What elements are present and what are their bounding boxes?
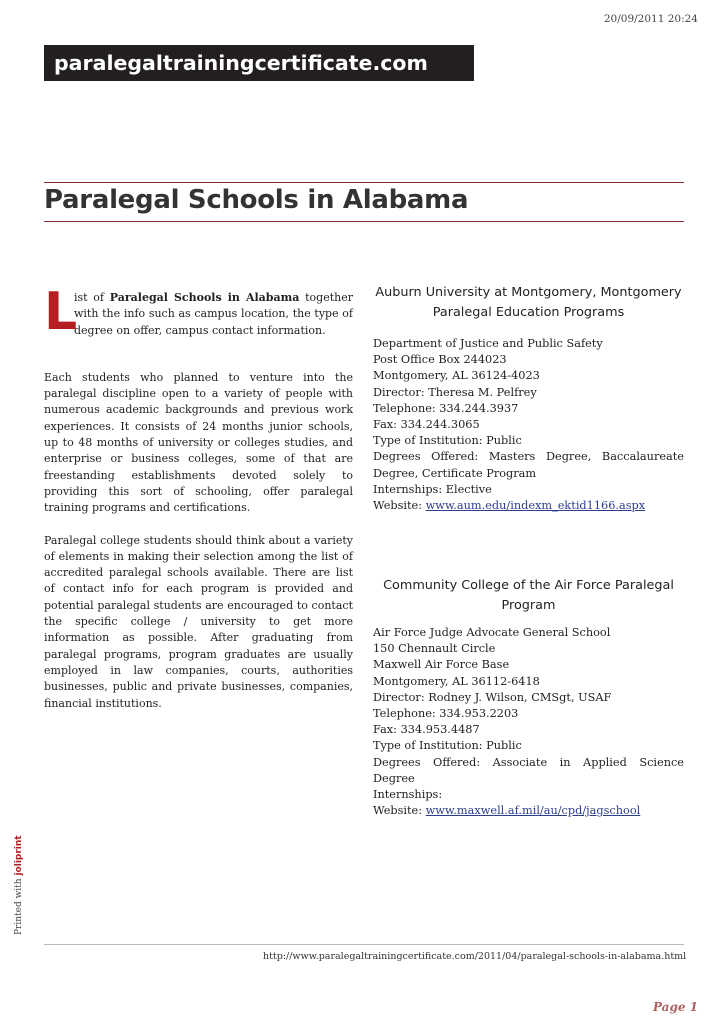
website-link[interactable]: www.maxwell.af.mil/au/cpd/jagschool [425,804,641,818]
institution-line: Type of Institution: Public [373,739,522,753]
paragraph: Each students who planned to venture into the paralegal discipline open to a variety of people with numerous academic backgrounds and previous work experiences. It consists of 24 months junior schools, up to 48 months of university or colleges studies, and enterprise or business colleges, some of that are freestanding establishments devoted solely to providing this sort of schooling, offer paralegal training programs and certifications. [44,370,353,515]
institution-line: Post Office Box 244023 [373,353,507,367]
institution-line: Director: Theresa M. Pelfrey [373,385,537,399]
drop-cap: L [44,282,78,342]
printed-with-mark [14,835,24,935]
footer-rule [44,944,684,945]
website-link[interactable]: www.aum.edu/indexm_ektid1166.aspx [425,499,646,513]
site-name-banner[interactable]: paralegaltrainingcertificate.com [44,45,474,81]
intro-text [74,290,353,339]
institution-name: Community College of the Air Force Paralegal Program [383,578,674,613]
institution-line: Air Force Judge Advocate General School [373,626,611,639]
institution-line: Montgomery, AL 36124-4023 [373,369,540,383]
printed-with-label: Printed with [14,878,24,935]
institution-line: Maxwell Air Force Base [373,658,510,672]
institution-line: 150 Chennault Circle [373,642,496,656]
institution-line: Fax: 334.953.4487 [373,723,480,737]
institution-block [373,576,684,819]
print-datetime: 20/09/2011 20:24 [603,13,698,25]
institution-line: Internships: [373,788,443,802]
institution-line: Telephone: 334.244.3937 [373,401,519,415]
website-line [373,803,684,819]
joliprint-logo[interactable]: joliprint [14,835,24,876]
website-label: Website: [373,499,426,513]
website-label: Website: [373,804,426,818]
article-body [44,282,353,728]
paragraph: Paralegal college students should think about a variety of elements in making their selection among the list of accredited paralegal schools available. There are list of contact info for each program is provided and potential paralegal students are encouraged to contact the specific college / university to get more information as possible. After graduating from paralegal programs, program graduates are usually employed in law companies, courts, authorities businesses, public and private businesses, companies, financial institutions. [44,533,353,710]
institution-line: Degrees Offered: Masters Degree, Baccalaureate Degree, Certificate Program [373,450,684,480]
institution-line: Department of Justice and Public Safety [373,337,603,350]
institution-line: Fax: 334.244.3065 [373,418,480,432]
intro-after: together with the info such as campus location, the type of degree on offer, campus contact information. [74,291,353,337]
institution-line: Internships: Elective [373,482,492,496]
page-title: Paralegal Schools in Alabama [44,185,469,215]
institution-line: Type of Institution: Public [373,434,522,448]
institution-name: Auburn University at Montgomery, Montgomery Paralegal Education Programs [375,285,682,320]
website-line [373,498,684,514]
institution-line: Degrees Offered: Associate in Applied Science Degree [373,755,684,785]
institution-line: Telephone: 334.953.2203 [373,707,519,721]
institution-line: Montgomery, AL 36112-6418 [373,674,540,688]
intro-bold: Paralegal Schools in Alabama [109,291,300,304]
page-number: Page 1 [652,1000,698,1014]
intro-before: ist of [74,291,110,304]
title-top-rule [44,182,684,183]
institution-line: Director: Rodney J. Wilson, CMSgt, USAF [373,690,612,704]
title-bottom-rule [44,221,684,222]
footer-url[interactable]: http://www.paralegaltrainingcertificate.com/2011/04/paralegal-schools-in-alabama.html [263,951,687,962]
institution-block [373,283,684,514]
